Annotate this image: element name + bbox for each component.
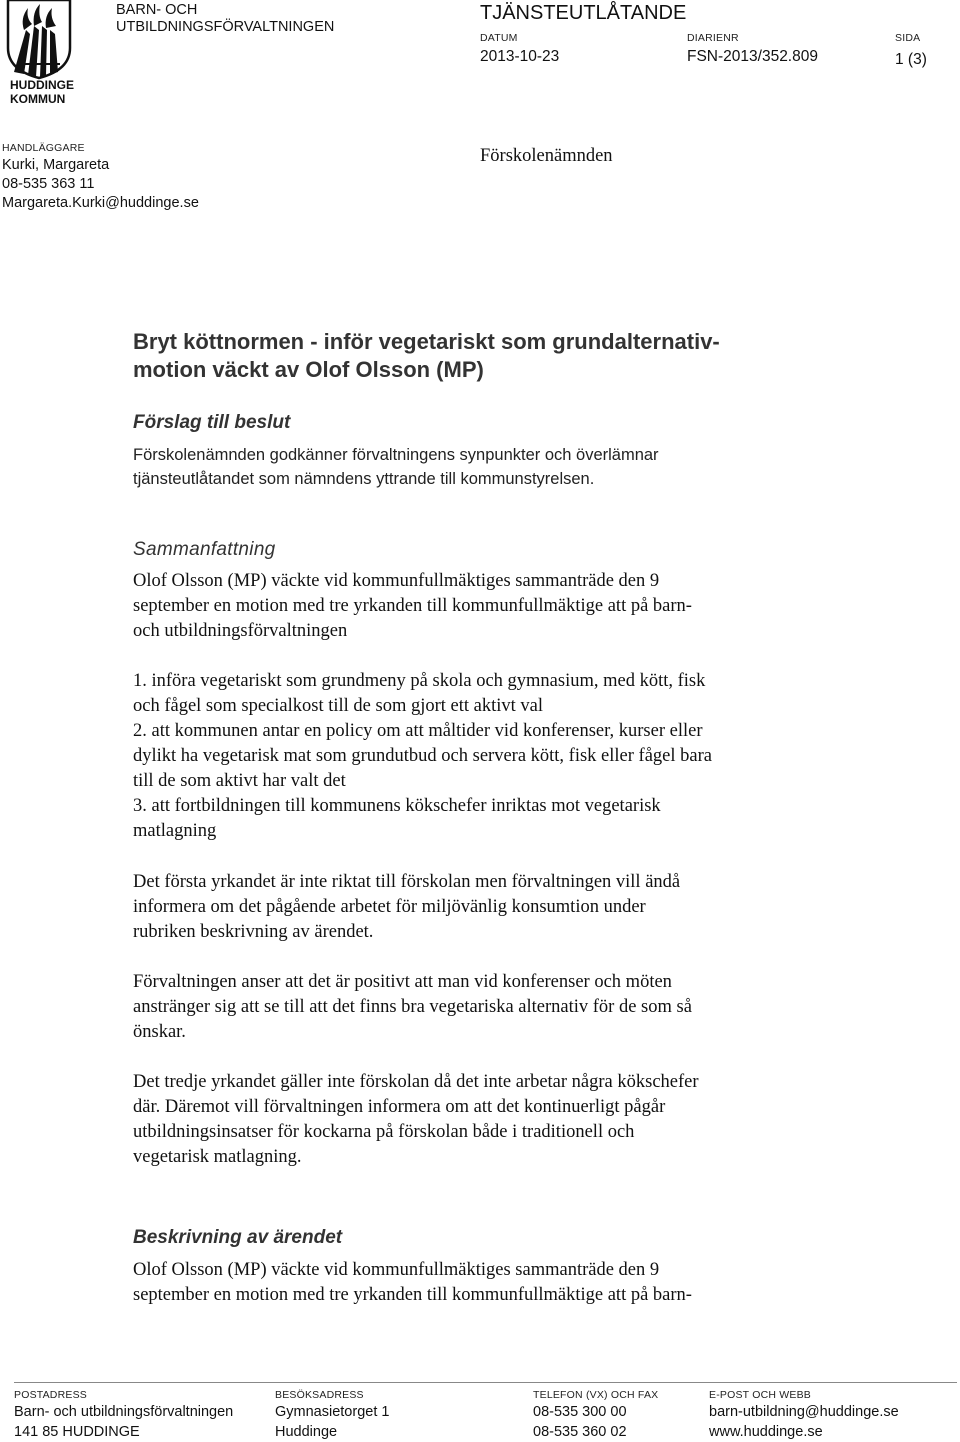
summary-intro-line: september en motion med tre yrkanden till kommunfullmäktige att på barn- bbox=[133, 596, 692, 616]
diarie-value: FSN-2013/352.809 bbox=[687, 48, 818, 65]
motion-item-line: matlagning bbox=[133, 821, 217, 841]
proposal-text bbox=[133, 443, 659, 491]
title-line-2: motion väckt av Olof Olsson (MP) bbox=[133, 357, 484, 382]
handler-info bbox=[2, 156, 199, 213]
motion-item-line: 3. att fortbildningen till kommunens kökschefer inriktas mot vegetarisk bbox=[133, 796, 661, 816]
footer-phone-label: TELEFON (VX) OCH FAX bbox=[533, 1389, 659, 1401]
footer-postal-label: POSTADRESS bbox=[14, 1389, 87, 1401]
paragraph-line: utbildningsinsatser för kockarna på förskolan både i traditionell och bbox=[133, 1122, 635, 1142]
motion-item-line: dylikt ha vegetarisk mat som grundutbud och servera kött, fisk eller fågel bara bbox=[133, 746, 712, 766]
paragraph-third-demand bbox=[133, 1070, 699, 1170]
description-line: september en motion med tre yrkanden till kommunfullmäktige att på barn- bbox=[133, 1285, 692, 1305]
motion-item-line: och fågel som specialkost till de som gjort ett aktivt val bbox=[133, 696, 543, 716]
logo-line-2: KOMMUN bbox=[10, 92, 66, 106]
logo-wordmark bbox=[10, 78, 74, 106]
paragraph-first-demand bbox=[133, 870, 680, 945]
motion-items bbox=[133, 669, 712, 844]
paragraph-line: Förvaltningen anser att det är positivt att man vid konferenser och möten bbox=[133, 972, 672, 992]
handler-email: Margareta.Kurki@huddinge.se bbox=[2, 195, 199, 211]
org-name-line-1: BARN- OCH bbox=[116, 2, 198, 18]
footer-phone-line: 08-535 300 00 bbox=[533, 1404, 627, 1420]
handler-phone: 08-535 363 11 bbox=[2, 176, 95, 192]
paragraph-line: anstränger sig att se till att det finns bra vegetariska alternativ för de som så bbox=[133, 997, 692, 1017]
paragraph-line: Det första yrkandet är inte riktat till förskolan men förvaltningen vill ändå bbox=[133, 872, 681, 892]
page-number: 1 (3) bbox=[895, 51, 927, 68]
summary-heading: Sammanfattning bbox=[133, 539, 276, 560]
recipient: Förskolenämnden bbox=[480, 146, 613, 166]
proposal-line-2: tjänsteutlåtandet som nämndens yttrande till kommunstyrelsen. bbox=[133, 470, 595, 488]
footer-phone bbox=[533, 1388, 658, 1442]
diarie-label: DIARIENR bbox=[687, 32, 739, 44]
footer-postal bbox=[14, 1388, 233, 1442]
paragraph-second-demand bbox=[133, 970, 692, 1045]
summary-intro-line: och utbildningsförvaltningen bbox=[133, 621, 348, 641]
footer-visit-line: Gymnasietorget 1 bbox=[275, 1404, 390, 1420]
page-title bbox=[133, 328, 720, 384]
paragraph-line: där. Däremot vill förvaltningen informera om att det kontinuerligt pågår bbox=[133, 1097, 666, 1117]
fire-crest-icon bbox=[6, 0, 72, 80]
logo-line-1: HUDDINGE bbox=[10, 78, 75, 92]
motion-item-line: 1. införa vegetariskt som grundmeny på skola och gymnasium, med kött, fisk bbox=[133, 671, 706, 691]
footer-email-link[interactable]: barn-utbildning@huddinge.se bbox=[709, 1404, 899, 1420]
footer-visit-line: Huddinge bbox=[275, 1424, 338, 1440]
footer-visit bbox=[275, 1388, 389, 1442]
footer-divider bbox=[14, 1382, 957, 1383]
paragraph-line: vegetarisk matlagning. bbox=[133, 1147, 302, 1167]
handler-name: Kurki, Margareta bbox=[2, 157, 110, 173]
handler-label: HANDLÄGGARE bbox=[2, 142, 85, 154]
paragraph-line: rubriken beskrivning av ärendet. bbox=[133, 922, 374, 942]
motion-item-line: till de som aktivt har valt det bbox=[133, 771, 346, 791]
page-label: SIDA bbox=[895, 32, 921, 44]
footer-visit-label: BESÖKSADRESS bbox=[275, 1389, 364, 1401]
paragraph-line: önskar. bbox=[133, 1022, 186, 1042]
footer-web bbox=[709, 1388, 899, 1442]
summary-intro bbox=[133, 569, 692, 644]
doc-type: TJÄNSTEUTLÅTANDE bbox=[480, 2, 687, 24]
description-text bbox=[133, 1258, 692, 1308]
proposal-heading: Förslag till beslut bbox=[133, 412, 291, 433]
footer-postal-line: 141 85 HUDDINGE bbox=[14, 1424, 140, 1440]
org-name-line-2: UTBILDNINGSFÖRVALTNINGEN bbox=[116, 19, 335, 35]
description-heading: Beskrivning av ärendet bbox=[133, 1227, 343, 1248]
date-label: DATUM bbox=[480, 32, 518, 44]
summary-intro-line: Olof Olsson (MP) väckte vid kommunfullmäktiges sammanträde den 9 bbox=[133, 571, 660, 591]
motion-item-line: 2. att kommunen antar en policy om att måltider vid konferenser, kurser eller bbox=[133, 721, 703, 741]
title-line-1: Bryt köttnormen - inför vegetariskt som grundalternativ- bbox=[133, 329, 720, 354]
footer-phone-line: 08-535 360 02 bbox=[533, 1424, 627, 1440]
footer-web-label: E-POST OCH WEBB bbox=[709, 1389, 811, 1401]
footer-postal-line: Barn- och utbildningsförvaltningen bbox=[14, 1404, 234, 1420]
date-value: 2013-10-23 bbox=[480, 48, 560, 65]
proposal-line-1: Förskolenämnden godkänner förvaltningens synpunkter och överlämnar bbox=[133, 446, 659, 464]
footer-web-link[interactable]: www.huddinge.se bbox=[709, 1424, 823, 1440]
paragraph-line: informera om det pågående arbetet för miljövänlig konsumtion under bbox=[133, 897, 646, 917]
description-line: Olof Olsson (MP) väckte vid kommunfullmäktiges sammanträde den 9 bbox=[133, 1260, 660, 1280]
paragraph-line: Det tredje yrkandet gäller inte förskolan då det inte arbetar några kökschefer bbox=[133, 1072, 699, 1092]
org-name bbox=[116, 2, 334, 36]
